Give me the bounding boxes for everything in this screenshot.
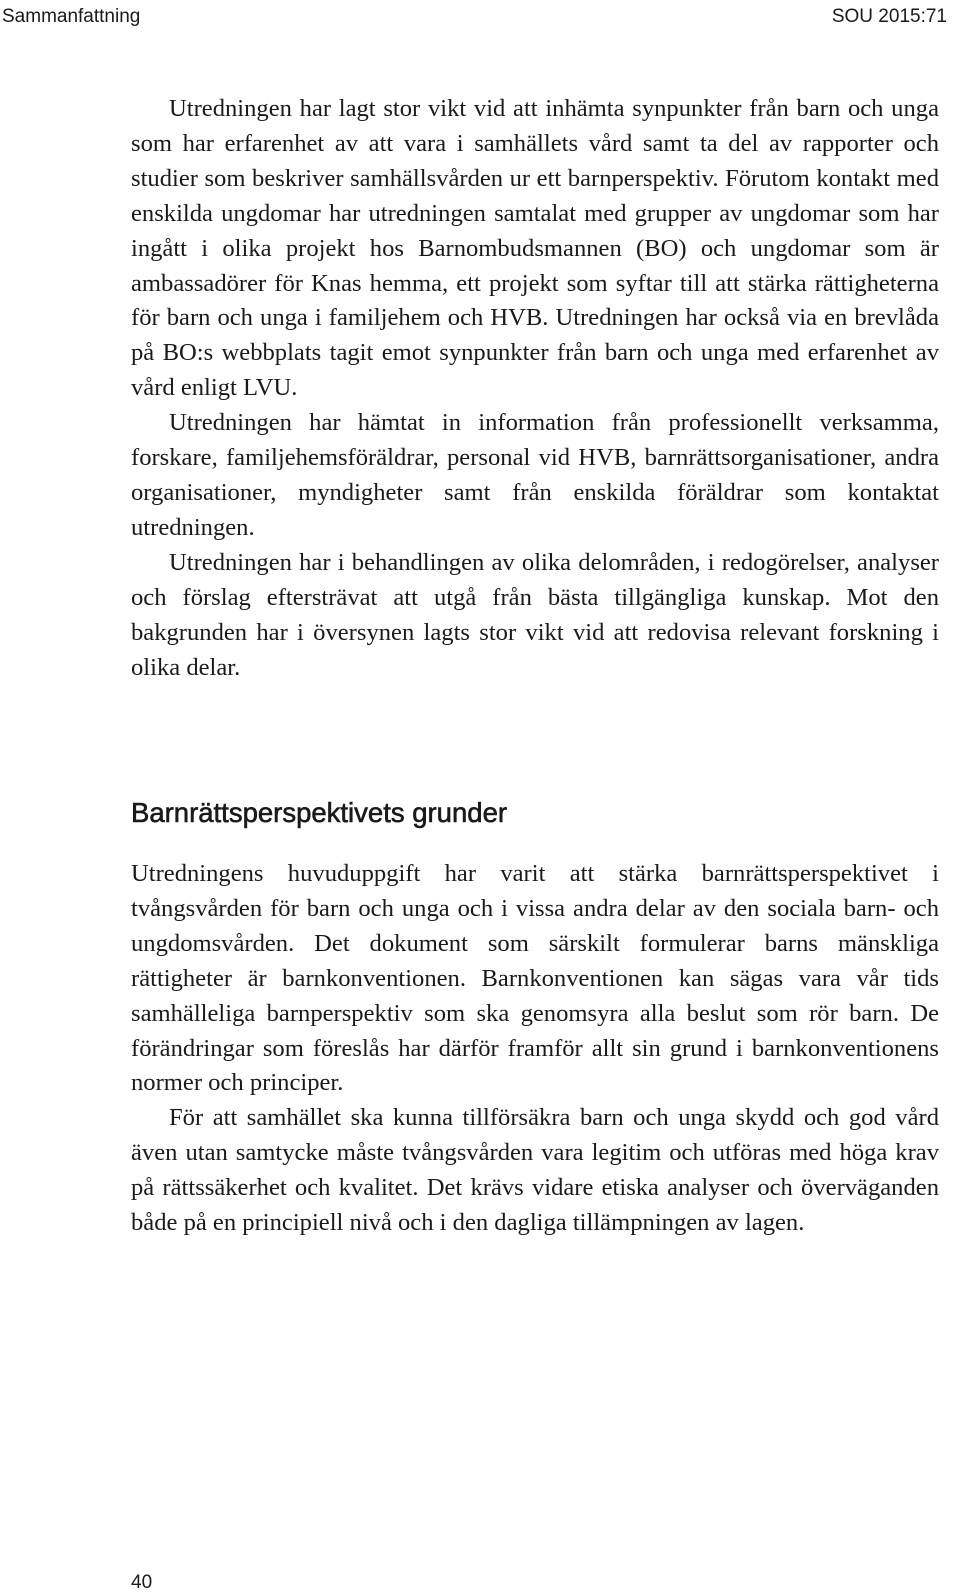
page-number: 40 [131, 1572, 153, 1593]
paragraph: Utredningen har hämtat in information från professionellt verksamma, forskare, familjehemsföräldrar, personal vid HVB, barnrättsorganisationer, andra organisationer, myndigheter samt från enskilda föräldrar som kontaktat utredningen. [131, 409, 939, 541]
report-reference: SOU 2015:71 [831, 6, 947, 27]
intro-section [131, 92, 939, 685]
paragraph: Utredningen har lagt stor vikt vid att inhämta synpunkter från barn och unga som har erfarenhet av att vara i samhällets vård samt ta del av rapporter och studier som beskriver samhällsvården ur ett barnperspektiv. Förutom kontakt med enskilda ungdomar har utredningen samtalat med grupper av ungdomar som har ingått i olika projekt hos Barnombudsmannen (BO) och ungdomar som är ambassadörer för Knas hemma, ett projekt som syftar till att stärka rättigheterna för barn och unga i familjehem och HVB. Utredningen har också via en brevlåda på BO:s webbplats tagit emot synpunkter från barn och unga med erfarenhet av vård enligt LVU. [131, 95, 939, 402]
chapter-title: Sammanfattning [2, 6, 141, 27]
barnrattsperspektiv-section [131, 857, 939, 1241]
section-heading: Barnrättsperspektivets grunder [131, 797, 508, 828]
paragraph: För att samhället ska kunna tillförsäkra barn och unga skydd och god vård även utan samtycke måste tvångsvården vara legitim och utföras med höga krav på rättssäkerhet och kvalitet. Det krävs vidare etiska analyser och överväganden både på en principiell nivå och i den dagliga tillämpningen av lagen. [131, 1104, 939, 1237]
paragraph: Utredningens huvuduppgift har varit att stärka barnrättsperspektivet i tvångsvården för barn och unga och i vissa andra delar av den sociala barn- och ungdomsvården. Det dokument som särskilt formulerar barns mänskliga rättigheter är barnkonventionen. Barnkonventionen kan sägas vara vår tids samhälleliga barnperspektiv som ska genomsyra alla beslut som rör barn. De förändringar som föreslås har därför framför allt sin grund i barnkonventionens normer och principer. [131, 860, 939, 1097]
running-header [0, 5, 947, 29]
paragraph: Utredningen har i behandlingen av olika delområden, i redogörelser, analyser och förslag eftersträvat att utgå från bästa tillgängliga kunskap. Mot den bakgrunden har i översynen lagts stor vikt vid att redovisa relevant forskning i olika delar. [131, 548, 939, 681]
